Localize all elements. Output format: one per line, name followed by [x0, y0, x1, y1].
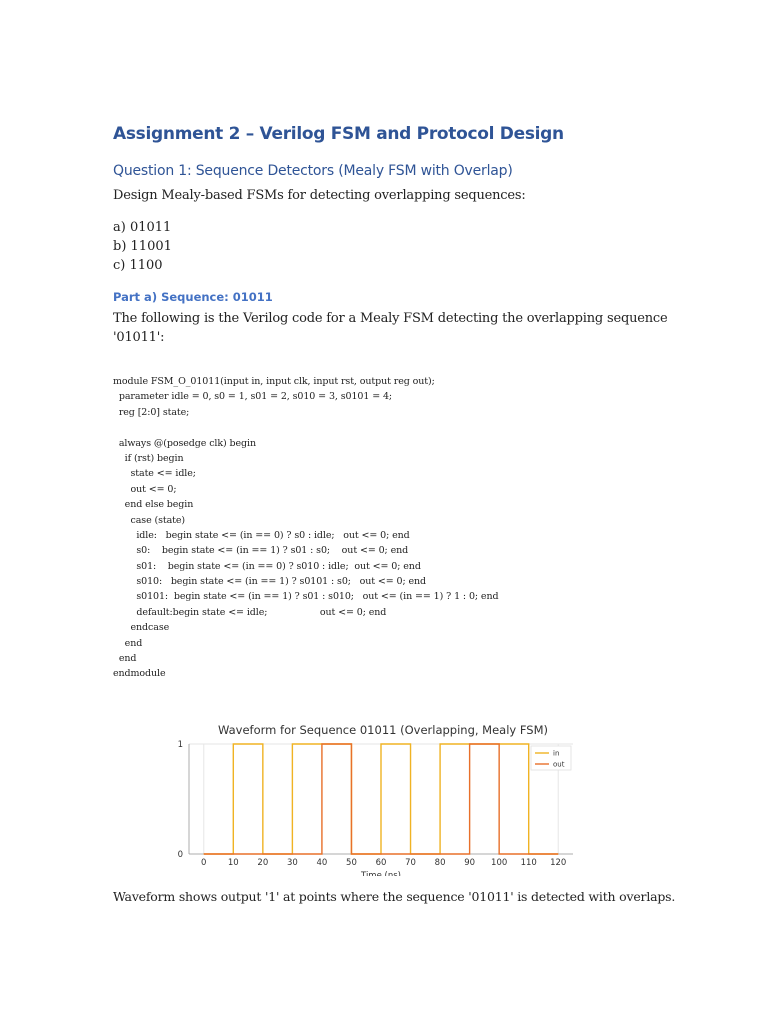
intro-text: Design Mealy-based FSMs for detecting overlapping sequences:	[113, 188, 526, 203]
x-tick-label: 100	[491, 858, 508, 868]
x-tick-label: 80	[434, 858, 446, 868]
list-item: a) 01011	[113, 220, 172, 235]
code-line: s0101: begin state <= (in == 1) ? s01 : s010; out <= (in == 1) ? 1 : 0; end	[113, 591, 499, 603]
code-line: end	[113, 637, 143, 649]
x-tick-label: 70	[405, 858, 416, 868]
code-line: case (state)	[113, 514, 186, 526]
question-heading: Question 1: Sequence Detectors (Mealy FSM with Overlap)	[113, 163, 513, 179]
part-text-line1: The following is the Verilog code for a Mealy FSM detecting the overlapping sequence	[113, 311, 668, 326]
chart-background	[113, 716, 623, 876]
code-line: state <= idle;	[113, 468, 196, 480]
x-tick-label: 10	[227, 858, 239, 868]
x-tick-label: 40	[316, 858, 328, 868]
code-line	[113, 420, 498, 435]
x-tick-label: 60	[375, 858, 387, 868]
legend-label-in: in	[553, 749, 560, 758]
list-item: c) 1100	[113, 258, 163, 273]
verilog-code-block	[113, 374, 498, 682]
part-text-line2: '01011':	[113, 330, 165, 345]
code-line: default:begin state <= idle; out <= 0; end	[113, 606, 387, 618]
sequence-list	[113, 218, 172, 275]
x-tick-label: 110	[520, 858, 537, 868]
waveform-caption: Waveform shows output '1' at points where the sequence '01011' is detected with overlaps.	[113, 889, 676, 904]
code-line: end else begin	[113, 499, 194, 511]
waveform-chart	[113, 716, 623, 880]
waveform-chart-svg	[113, 716, 623, 876]
code-line: s01: begin state <= (in == 0) ? s010 : idle; out <= 0; end	[113, 560, 421, 572]
x-tick-label: 90	[464, 858, 476, 868]
code-line: parameter idle = 0, s0 = 1, s01 = 2, s010 = 3, s0101 = 4;	[113, 391, 393, 403]
y-tick-label: 0	[177, 850, 183, 860]
code-line: reg [2:0] state;	[113, 406, 190, 418]
legend-box	[531, 746, 571, 770]
code-line: module FSM_O_01011(input in, input clk, input rst, output reg out);	[113, 376, 435, 387]
code-line: idle: begin state <= (in == 0) ? s0 : idle; out <= 0; end	[113, 529, 410, 541]
x-tick-label: 20	[257, 858, 269, 868]
x-tick-label: 0	[201, 858, 207, 868]
page-title: Assignment 2 – Verilog FSM and Protocol Design	[113, 124, 564, 144]
code-line: end	[113, 653, 137, 665]
chart-title: Waveform for Sequence 01011 (Overlapping, Mealy FSM)	[217, 723, 549, 737]
x-tick-label: 120	[550, 858, 567, 868]
x-tick-label: 50	[346, 858, 357, 868]
y-tick-label: 1	[177, 740, 183, 750]
code-line: always @(posedge clk) begin	[113, 437, 256, 449]
legend-label-out: out	[553, 760, 565, 769]
x-axis-label: Time (ns)	[361, 871, 401, 876]
x-tick-label: 30	[286, 858, 298, 868]
code-line: if (rst) begin	[113, 452, 184, 464]
code-line: s0: begin state <= (in == 1) ? s01 : s0; out <= 0; end	[113, 545, 409, 557]
code-line: out <= 0;	[113, 483, 177, 495]
code-line: endmodule	[113, 668, 166, 680]
list-item: b) 11001	[113, 239, 172, 254]
code-line: endcase	[113, 622, 170, 634]
part-heading: Part a) Sequence: 01011	[113, 290, 273, 304]
code-line: s010: begin state <= (in == 1) ? s0101 : s0; out <= 0; end	[113, 576, 427, 588]
